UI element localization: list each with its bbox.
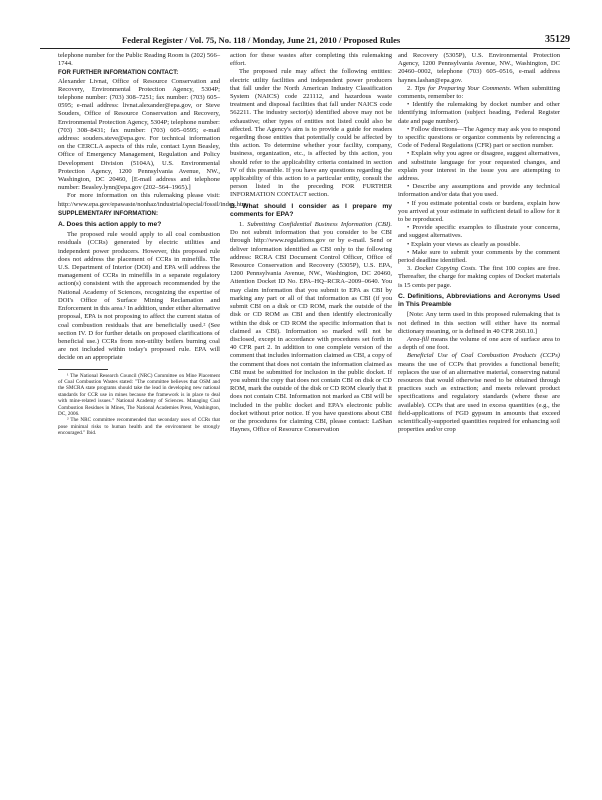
tips-paragraph (398, 85, 560, 101)
item-title: Submitting Confidential Business Information (CBI). (247, 221, 392, 229)
definition-text: means the use of CCPs that provides a functional benefit; replaces the use of an alternative material, conserving natural resources that would otherwise need to be obtained through practices such as extraction; and meets relevant product specifications and regulatory standards (where these are available). CCPs that are used in excess quantities (e.g., the field-applications of FGD gypsum in amounts that exceed scientifically-supported quantities required for enhancing soil properties and/or crop (398, 360, 560, 434)
section-heading-b: B. What should I consider as I prepare my comments for EPA? (230, 202, 392, 218)
column-3 (398, 52, 560, 434)
applicability-paragraph: The proposed rule would apply to all coal combustion residuals (CCRs) generated by electric utilities and independent power producers. However, this proposed rule does not address the placement of CCRs in minefills. The U.S. Department of Interior (DOI) and EPA will address the management of CCRs in minefills in a separate regulatory action(s) consistent with the approach recommended by the National Academy of Sciences, recognizing the expertise of DOI's Office of Surface Mining Reclamation and Enforcement in this area.¹ In addition, under either alternative proposal, EPA is not proposing to affect the current status of coal combustion residuals that are beneficially used.² (See section IV. D for further details on proposed clarifications of beneficial use.) CCRs from non-utility boilers burning coal are not included within today's proposed rule. EPA will decide on an appropriate (58, 231, 220, 362)
item-title: Docket Copying Costs. (414, 265, 477, 273)
cbi-paragraph (230, 221, 392, 434)
section-heading-a: A. Does this action apply to me? (58, 221, 162, 229)
list-item: • Make sure to submit your comments by the comment period deadline identified. (398, 249, 560, 265)
item-number: 1. (239, 221, 244, 229)
column-2 (230, 52, 392, 434)
paragraph: telephone number for the Public Reading Room is (202) 566–1744. (58, 52, 221, 68)
website-paragraph: For more information on this rulemaking please visit: http://www.epa.gov/epawaste/nonhaz/industrial/special/fossil/index.htm. (58, 192, 249, 208)
paragraph: and Recovery (5305P), U.S. Environmental Protection Agency, 1200 Pennsylvania Avenue, NW., Washington, DC 20460–0002, telephone (703) 605–0516, e-mail address haynes.lashan@epa.gov. (398, 52, 560, 84)
footnote-1: ¹ The National Research Council (NRC) Committee on Mine Placement of Coal Combustion Wastes stated: "The committee believes that OSM and the SMCRA state programs should take the lead in developing new national standards for CCR use in mines because the framework is in place to deal with mine-related issues." National Academy of Sciences. Managing Coal Combustion Residues in Mines, The National Academies Press, Washington, DC, 2006. (58, 372, 220, 417)
affected-entities-paragraph: The proposed rule may affect the following entities: electric utility facilities and independent power producers that fall under the North American Industry Classification System (NAICS) code 221112, and hazardous waste treatment and disposal facilities that fall under NAICS code 562211. The industry sector(s) identified above may not be exhaustive; other types of entities not listed could also be affected. The Agency's aim is to provide a guide for readers regarding those entities that potentially could be affected by this action. To determine whether your facility, company, business, organization, etc., is affected by this action, you should refer to the applicability criteria contained in section IV of this preamble. If you have any questions regarding the applicability of this action to a particular entity, consult the person listed in the preceding FOR FURTHER INFORMATION CONTACT section. (230, 68, 392, 199)
footnote-divider (58, 369, 108, 370)
item-number: 3. (407, 265, 412, 273)
further-info-label: FOR FURTHER INFORMATION CONTACT: (58, 69, 179, 77)
list-item: • Explain why you agree or disagree, suggest alternatives, and substitute language for your requested changes, and explain your interest in the issue you are attempting to address. (398, 150, 560, 183)
item-number: 2. (407, 84, 412, 92)
page-header (40, 34, 570, 49)
list-item: • Provide specific examples to illustrate your concerns, and suggest alternatives. (398, 224, 560, 240)
supplementary-info-label: SUPPLEMENTARY INFORMATION: (58, 209, 158, 217)
definition-area-fill (398, 336, 560, 352)
footnote-2: ² The NRC committee recommended that secondary uses of CCRs that pose minimal risks to human health and the environment be strongly encouraged." Ibid. (58, 417, 220, 437)
defined-term: Beneficial Use of Coal Combustion Products (CCPs) (407, 352, 560, 360)
page-number: 35129 (545, 34, 570, 45)
item-body: Do not submit information that you consider to be CBI through http://www.regulations.gov or by e-mail. Send or deliver information identified as CBI only to the following address: RCRA CBI Document Control Officer, Office of Resource Conservation and Recovery (5305P), U.S. EPA, 1200 Pennsylvania Avenue, NW., Washington, DC 20460, Attention Docket ID No. EPA–HQ–RCRA–2009–0640. You may claim information that you submit to EPA as CBI by marking any part or all of that information as CBI (if you submit CBI on a disk or CD ROM, mark the outside of the disk or CD ROM as CBI and then identify electronically within the disk or CD ROM the specific information that is claimed as CBI). Information so marked will not be disclosed, except in accordance with procedures set forth in 40 CFR part 2. In addition to one complete version of the comment that includes information claimed as CBI, a copy of the comment that does not contain the information claimed as CBI must be submitted for inclusion in the public docket. If you submit the copy that does not contain CBI on disk or CD ROM, mark the outside of the disk or CD ROM clearly that it does not contain CBI. Information not marked as CBI will be included in the public docket and EPA's electronic public docket without prior notice. If you have questions about CBI or the procedures for claiming CBI, please contact: LaShan Haynes, Office of Resource Conservation (230, 229, 392, 434)
section-heading-c: C. Definitions, Abbreviations and Acronyms Used in This Preamble (398, 292, 560, 309)
definition-text: means the volume of one acre of surface area to a depth of one foot. (398, 335, 560, 352)
list-item: • Follow directions—The Agency may ask you to respond to specific questions or organize comments by referencing a Code of Federal Regulations (CFR) part or section number. (398, 126, 560, 151)
list-item: • Describe any assumptions and provide any technical information and/or data that you used. (398, 183, 560, 199)
item-title: Tips for Preparing Your Comments. (414, 84, 512, 92)
item-body: When submitting comments, remember to: (398, 84, 560, 101)
paragraph: action for these wastes after completing this rulemaking effort. (230, 52, 392, 68)
item-body: The first 100 copies are free. Thereafter, the charge for making copies of Docket materials is 15 cents per page. (398, 265, 560, 289)
list-item: • If you estimate potential costs or burdens, explain how you arrived at your estimate in sufficient detail to allow for it to be reproduced. (398, 200, 560, 225)
column-1 (58, 52, 249, 437)
note-paragraph: [Note: Any term used in this proposed rulemaking that is not defined in this section will either have its normal dictionary meaning, or is defined in 40 CFR 260.10.] (398, 311, 560, 335)
copying-costs-paragraph (398, 265, 560, 290)
contact-paragraph: Alexander Livnat, Office of Resource Conservation and Recovery, Environmental Protection Agency, 5304P; telephone number: (703) 308–7251; fax number: (703) 605–0595; e-mail address: livnat.alexander@epa.gov, or Steve Souders, Office of Resource Conservation and Recovery, Environmental Protection Agency, 5304P; telephone number: (703) 308–8431; fax number: (703) 605–0595; e-mail address: souders.steve@epa.gov. For technical information on the CERCLA aspects of this rule, contact Lynn Beasley, Office of Emergency Management, Regulation and Policy Development Division (5104A), U.S. Environmental Protection Agency, 1200 Pennsylvania Avenue, NW., Washington, DC 20460, [E-mail address and telephone number: Beasley.lynn@epa.gov (202–564–1965).] (58, 77, 220, 192)
list-item: • Identify the rulemaking by docket number and other identifying information (subject heading, Federal Register date and page number). (398, 101, 560, 126)
definition-beneficial-use (398, 352, 560, 434)
tips-list (398, 101, 560, 265)
defined-term: Area-fill (407, 335, 429, 343)
list-item: • Explain your views as clearly as possible. (398, 241, 560, 249)
running-header-title: Federal Register / Vol. 75, No. 118 / Monday, June 21, 2010 / Proposed Rules (122, 35, 401, 45)
